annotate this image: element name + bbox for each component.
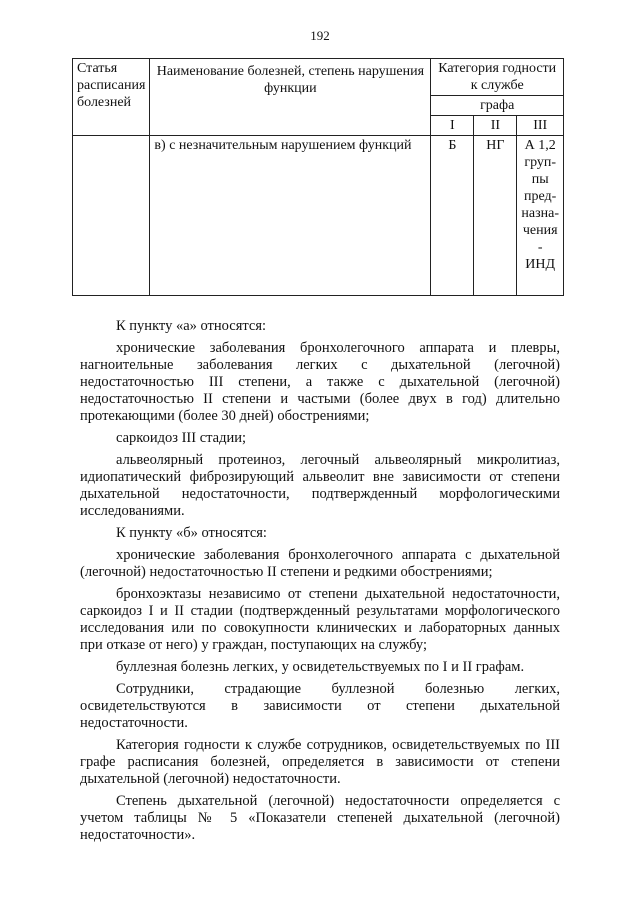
row-col-1: Б xyxy=(431,136,474,296)
body-text xyxy=(80,318,560,849)
page-number: 192 xyxy=(310,28,330,43)
header-col-3: III xyxy=(517,116,564,136)
paragraph: саркоидоз III стадии; xyxy=(116,430,247,446)
paragraph: Категория годности к службе сотрудников, освидетельствуемых по III графе расписания болезней, определяется в зависимости от степени дыхательной (легочной) недостаточности. xyxy=(80,737,560,787)
paragraph: буллезная болезнь легких, у освидетельствуемых по I и II графам. xyxy=(116,659,525,675)
row-disease-name: в) с незначительным нарушением функций xyxy=(150,136,431,296)
disease-table xyxy=(72,58,564,296)
header-article: Статья расписания болезней xyxy=(73,59,150,136)
paragraph: хронические заболевания бронхолегочного аппарата и плевры, нагноительные заболевания легких с дыхательной (легочной) недостаточностью III степени, а также с дыхательной (легочной) недостаточностью II степени и частыми (более двух в год) длительно протекающими (более 30 дней) обострениями; xyxy=(80,340,560,424)
row-col-2: НГ xyxy=(474,136,517,296)
paragraph: бронхоэктазы независимо от степени дыхательной недостаточности, саркоидоз I и II стадии (подтвержденный результатами морфологического исследования или по совокупности клинических и лабораторных данных при отказе от него) у граждан, поступающих на службу; xyxy=(80,586,560,653)
header-col-2: II xyxy=(474,116,517,136)
row-col-3: А 1,2 груп-пы пред-назна-чения - ИНД xyxy=(517,136,564,296)
paragraph: Сотрудники, страдающие буллезной болезнью легких, освидетельствуются в зависимости от степени дыхательной недостаточности. xyxy=(80,681,560,731)
paragraph: К пункту «а» относятся: xyxy=(116,318,267,334)
header-graph: графа xyxy=(431,96,564,116)
header-category: Категория годности к службе xyxy=(431,59,564,96)
paragraph: альвеолярный протеиноз, легочный альвеолярный микролитиаз, идиопатический фиброзирующий альвеолит вне зависимости от степени дыхательной недостаточности, подтвержденный морфологическими исследованиями. xyxy=(80,452,560,519)
paragraph: Степень дыхательной (легочной) недостаточности определяется с учетом таблицы № 5 «Показатели степеней дыхательной (легочной) недостаточности». xyxy=(80,793,560,843)
paragraph: К пункту «б» относятся: xyxy=(116,525,267,541)
paragraph: хронические заболевания бронхолегочного аппарата с дыхательной (легочной) недостаточностью II степени и редкими обострениями; xyxy=(80,547,560,580)
header-disease-name: Наименование болезней, степень нарушения функции xyxy=(150,59,431,136)
row-article xyxy=(73,136,150,296)
header-col-1: I xyxy=(431,116,474,136)
